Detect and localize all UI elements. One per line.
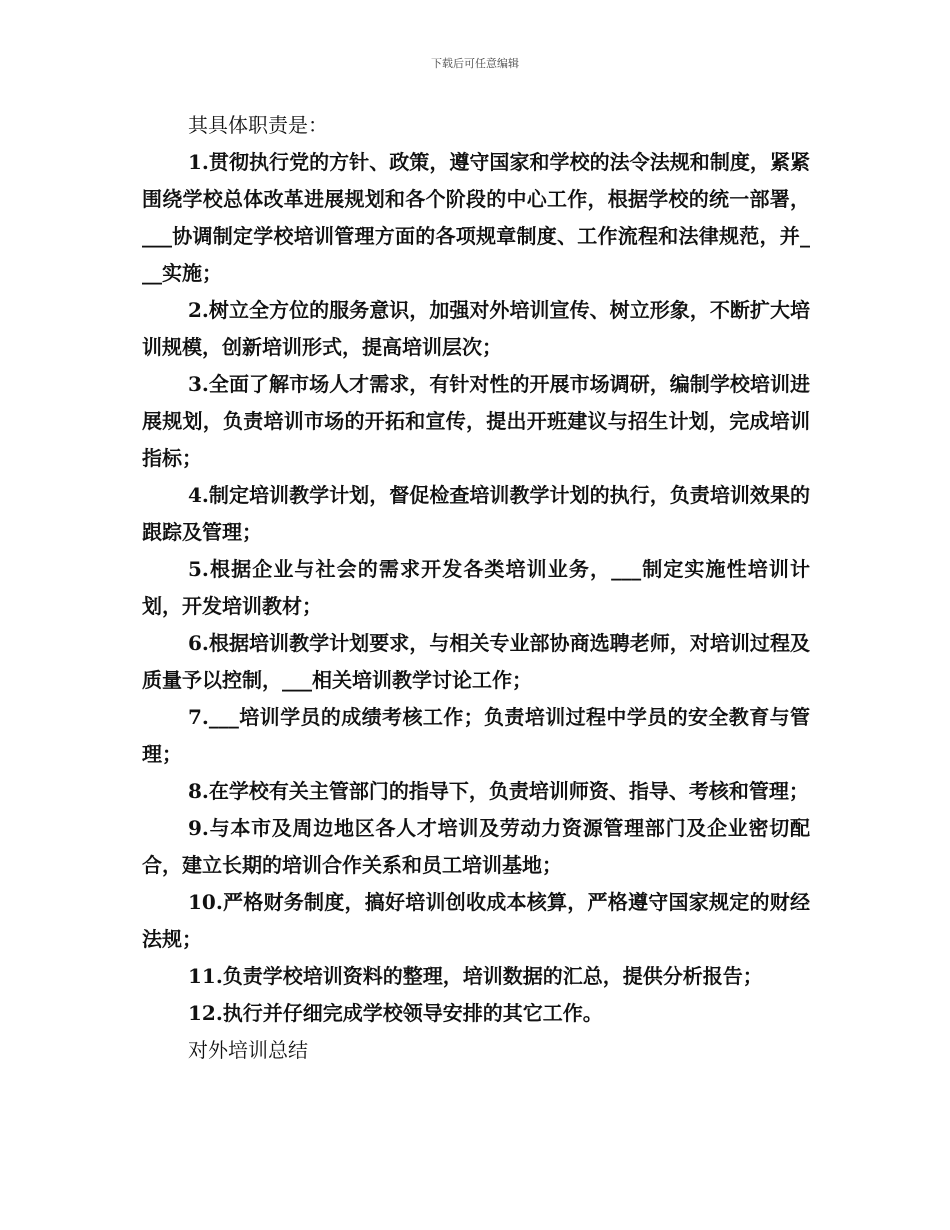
duty-item-1: 1.贯彻执行党的方针、政策，遵守国家和学校的法令法规和制度，紧紧围绕学校总体改革进展规划和各个阶段的中心工作，根据学校的统一部署，___协调制定学校培训管理方面的各项规章制度、工作流程和法律规范，并___实施； (142, 150, 810, 285)
duty-item-12: 12.执行并仔细完成学校领导安排的其它工作。 (188, 1001, 603, 1025)
duty-item-10: 10.严格财务制度，搞好培训创收成本核算，严格遵守国家规定的财经法规； (142, 890, 810, 951)
duty-item-2: 2.树立全方位的服务意识，加强对外培训宣传、树立形象，不断扩大培训规模，创新培训形式，提高培训层次； (142, 298, 810, 359)
duty-item-6: 6.根据培训教学计划要求，与相关专业部协商选聘老师，对培训过程及质量予以控制，___相关培训教学讨论工作； (142, 631, 810, 692)
duty-item-4: 4.制定培训教学计划，督促检查培训教学计划的执行，负责培训效果的跟踪及管理； (142, 483, 810, 544)
duty-item-9: 9.与本市及周边地区各人才培训及劳动力资源管理部门及企业密切配合，建立长期的培训合作关系和员工培训基地； (142, 816, 810, 877)
duty-item-8: 8.在学校有关主管部门的指导下，负责培训师资、指导、考核和管理； (188, 779, 809, 803)
duty-item-7: 7.___培训学员的成绩考核工作；负责培训过程中学员的安全教育与管理； (142, 705, 810, 766)
document-body (142, 107, 810, 1069)
duty-item-11: 11.负责学校培训资料的整理，培训数据的汇总，提供分析报告； (188, 964, 763, 988)
closing-line: 对外培训总结 (188, 1038, 308, 1062)
intro-line: 其具体职责是： (188, 113, 328, 137)
duty-item-5: 5.根据企业与社会的需求开发各类培训业务，___制定实施性培训计划，开发培训教材； (142, 557, 810, 618)
page-header-note: 下载后可任意编辑 (431, 57, 519, 70)
duty-item-3: 3.全面了解市场人才需求，有针对性的开展市场调研，编制学校培训进展规划，负责培训市场的开拓和宣传，提出开班建议与招生计划，完成培训指标； (142, 372, 810, 470)
